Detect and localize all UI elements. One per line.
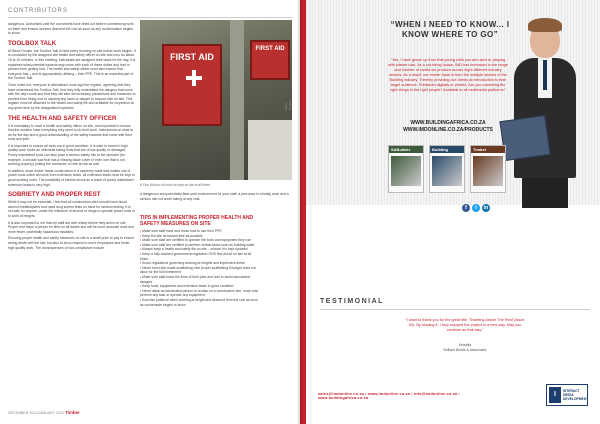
imd-logo (546, 384, 588, 406)
section-label: CONTRIBUTORS (8, 8, 68, 14)
tip-item: • Make sure staff are certified to operate the tools and equipment they use (140, 238, 260, 243)
first-aid-photo (140, 20, 292, 180)
tip-item: • Keep a fully-stocked government-regulation OHS first aid kit on site at all times (140, 252, 260, 261)
advert-url-building-africa[interactable]: WWW.BUILDINGAFRICA.CO.ZA (410, 120, 486, 126)
toolbox-heading: TOOLBOX TALK (8, 39, 57, 47)
header-rule (8, 17, 292, 18)
intro-paragraph: dangerous. Authorised until the roof sheets have dried out before commencing work on them and ensure workers descend the roof as soon as any condensation begins to show. (8, 22, 134, 36)
page-gutter (297, 0, 303, 424)
toolbox-paragraph-1: At Basic Homes, the Toolbox Talk is held every morning on site before work begins. It is conducted by the assigned site health and safety officer on site and runs for about 15 to 20 minutes. In this meeting, individuals are assigned their tasks for the day, it is explained what potential hazards may come with each of these duties and how to prevent from getting hurt. The health and safety officer must also ensure that everyone has – and is appropriately utilising – their PPE. This is an essential part of the Toolbox Talk. (8, 48, 136, 81)
magazine-covers (388, 145, 508, 193)
tip-item: • Keep tools, equipment and extension leads in good condition (140, 284, 260, 289)
advert-contact-line[interactable]: sales@imdonline.co.za • www.imdonline.co.za • info@imdonline.co.za • www.buildingafrica.co.za (318, 392, 460, 400)
officer-heading: THE HEALTH AND SAFETY OFFICER (8, 114, 117, 122)
timber-logo: Timber (65, 410, 80, 415)
footer-date: DECEMBER 2021/JANUARY 2022 (8, 411, 64, 415)
facebook-icon[interactable]: f (462, 204, 470, 212)
sobriety-heading: SOBRIETY AND PROPER REST (8, 191, 101, 199)
tip-item: • Keep the site as hazard-free as possible (140, 234, 260, 239)
social-icons (460, 196, 490, 211)
tip-item: • Know regulations governing working at heights and implement these (140, 261, 260, 266)
article-column-2-text: a dangerous and potentially fatal work environment for your staff, a precursor to shoddy work and a serious risk not worth taking at any cost. (140, 192, 289, 201)
magazine-image (473, 156, 503, 186)
magazine-image (391, 156, 421, 186)
tip-item: • Exercise patience when working at height and descend from the roof as soon as condensate begins to show (140, 298, 260, 307)
tip-item: • Make sure staff are certified to perform certain tasks such as building walls (140, 243, 260, 248)
testimonial-quote: “I want to thank you for the great title ‘Traveling Above The Real’ (issue 53). By reading it, I truly enjoyed the project in a new way. May you continue as that way.” (405, 318, 525, 332)
first-aid-box (162, 44, 222, 126)
advert-quote: “Yes, I have grown up from that young child you are used to, playing with plaster cast. As a cut-string house, IMD has increased in the range and number of media we produce across eight different industry sectors. As a result, our reader base is from the multiple sectors of the Building industry. Thereby providing our clients an introduction to their target audience. Published digitally or printed. Are you marketing the right things to the right people? Available in all multimedia platforms.” (388, 58, 508, 92)
photo-caption: A First Aid box kit must be kept on site at all times. (140, 183, 211, 187)
testimonial-heading: TESTIMONIAL (320, 298, 384, 305)
imd-logo-mark: I (549, 387, 561, 403)
first-aid-box-small (250, 40, 290, 80)
tip-item: • Always keep a health and safety file on site – ensure it is kept updated (140, 247, 260, 252)
magazine-title: Timber (471, 146, 505, 153)
sobriety-paragraph-2: It is also important to me that my staff are well rested before they arrive on site. Proper rest helps a person be alert on all trades and will be more accurate work and more fewer, potentially hazardous mistakes. (8, 220, 134, 234)
right-page-advert (300, 0, 600, 424)
photo-credit: Basic Homes (284, 100, 292, 110)
tip-item: • Make sure staff know the lines of their jobs and how to avoid associated dangers (140, 275, 260, 284)
article-column-1 (8, 22, 136, 252)
officer-paragraph-2: It is important to ensure all tools are in good condition. It is wise to invest in high quality work hours an individual taking tools that are of low quality or damaged. Poorly maintained tools can also pose a serious safety risk to the operator (for example, a circular saw that has a missing blade cover or even one that is not working properly) putting the contractor on site at risk as well. (8, 143, 128, 167)
magazine-title: Building (430, 146, 464, 153)
magazine-cover[interactable] (470, 145, 506, 193)
tips-box (140, 215, 260, 307)
twitter-icon[interactable]: t (472, 204, 480, 212)
advert-url-imd-products[interactable]: WWW.IMDONLINE.CO.ZA/PRODUCTS (403, 127, 493, 133)
tip-item: • Never allow an intoxicated person to remain on a construction site, much less perform any task or operate any equipment (140, 289, 260, 298)
cross-icon (186, 70, 202, 86)
magazine-title: SABuilder (389, 146, 423, 153)
tip-item: • Never erect site-made scaffolding; hire proper scaffolding if budget does not allow for the full investment (140, 266, 260, 275)
linkedin-icon[interactable]: in (483, 205, 489, 211)
page-footer (8, 410, 80, 415)
sobriety-paragraph-3: Ensuring proper health and safety measures on site is a small price to pay to ensure strong stride with the law, but also to show respect to one’s employees and foster high quality work. The consequences of non-compliance include (8, 236, 135, 250)
sobriety-paragraph-1: While it may not be essential, I feel that all construction sites should have blood alcohol breathalysers and rapid drug screen tests on hand for random testing. It is not safe for anyone, under the influence of alcohol or drugs to operate power tools or to work at heights. (8, 200, 136, 218)
magazine-cover[interactable] (388, 145, 424, 193)
tip-item: • Make sure staff have and know how to use their PPE (140, 229, 260, 234)
tips-list (140, 229, 260, 307)
imd-logo-text: INTERACT MEDIA DEVELOPMENT (563, 389, 589, 401)
advert-heading: “WHEN I NEED TO KNOW... I KNOW WHERE TO GO” (390, 20, 510, 39)
tips-heading: TIPS IN IMPLEMENTING PROPER HEALTH AND SAFETY MEASURES ON SITE (140, 215, 254, 227)
testimonial-author: Kelebila Brilliant Builds & Associates (443, 343, 487, 352)
officer-paragraph-3: In addition, since timber frame construction is a carpentry trade that makes use of power tools which will work from extension leads, all extension leads must be kept in good working order. The possibility of electric shock as a result of poorly maintained extension leads is very high. (8, 168, 135, 187)
boy-with-books-image (500, 8, 590, 208)
magazine-cover[interactable] (429, 145, 465, 193)
first-aid-sign: FIRST AID (170, 52, 214, 62)
magazine-image (432, 156, 462, 186)
toolbox-paragraph-2: Once rolled out, everyone in attendance must sign the register, agreeing that they have understood the Toolbox Talk, that they fully understand the dangers that come with the day’s work and that they will take all necessary precautions and measures to prevent from being hurt or causing any harm or danger to anyone else on site. This register must be attached to the health and safety file and available for inspection at any given time by the designated inspectors. (8, 82, 136, 110)
first-aid-sign-small: FIRST AID (255, 46, 285, 52)
officer-paragraph-1: It is mandatory to have a health and safety officer on site, and important to ensure that the workers have everything they need to do their work. Instruments on what to do for the day and a good understanding of the safety hazards that come with their tools and jobs. (8, 123, 134, 142)
